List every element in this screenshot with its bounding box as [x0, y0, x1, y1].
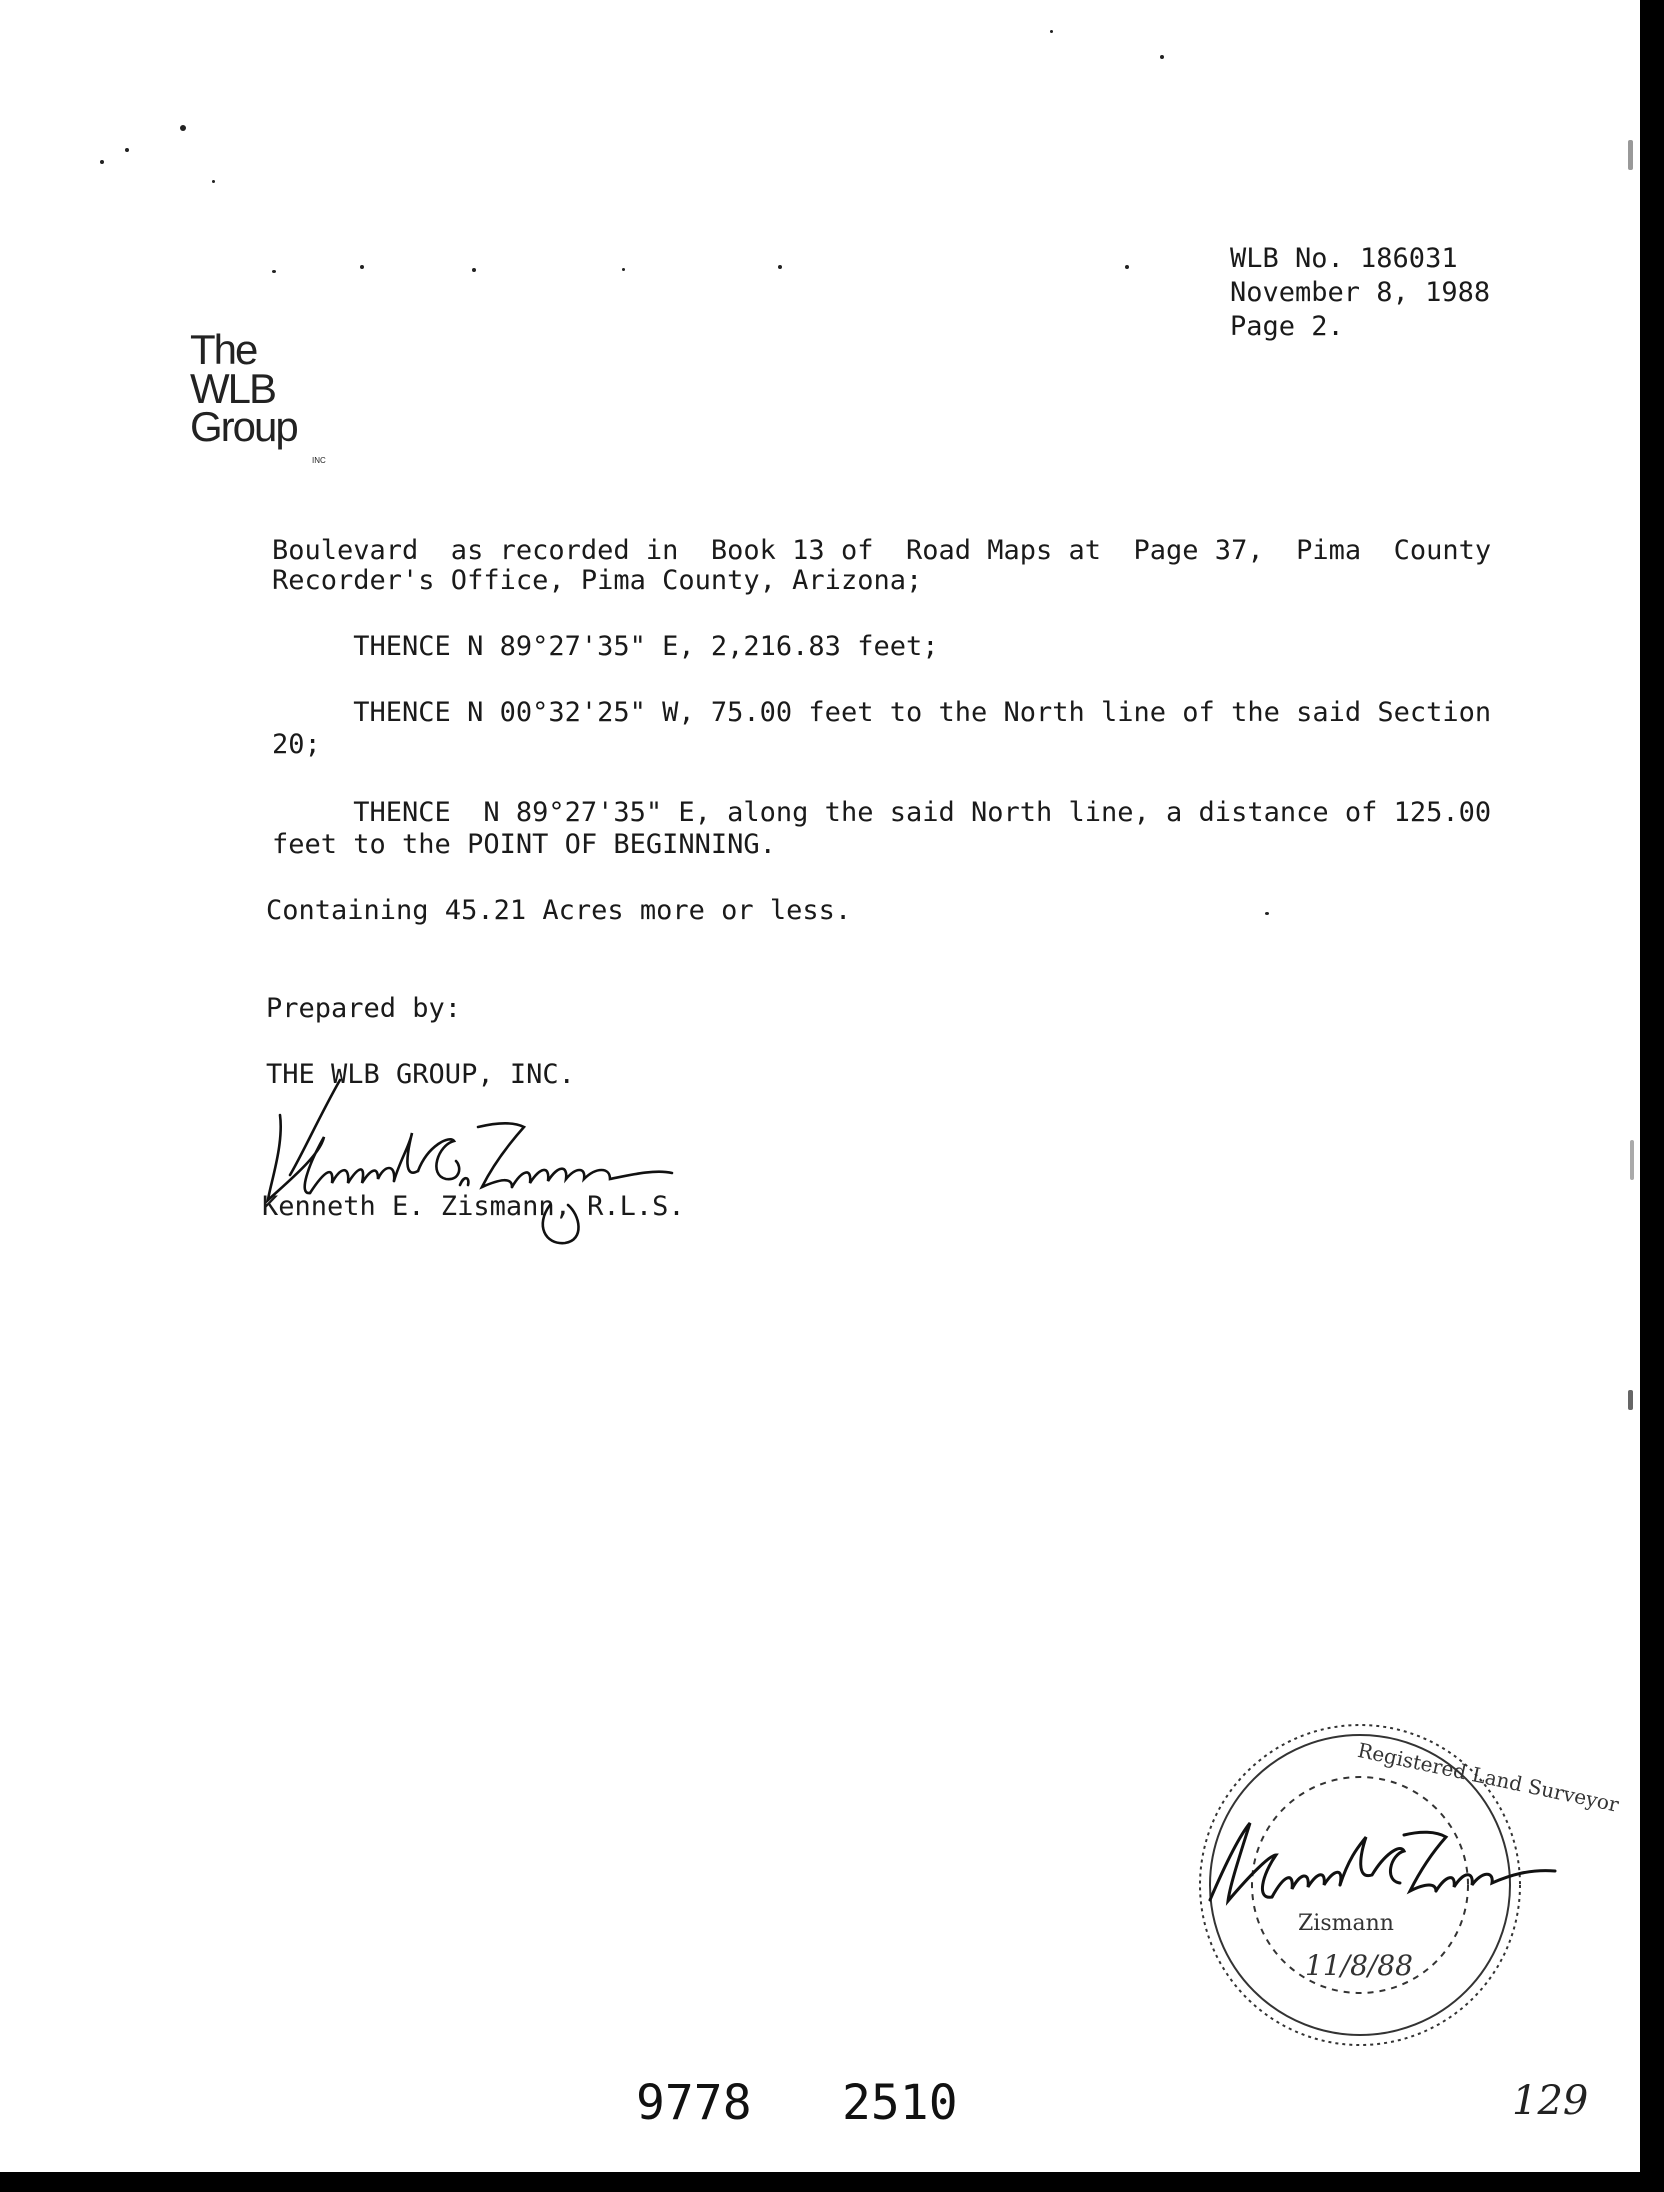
- thence-course-1: THENCE N 89°27'35" E, 2,216.83 feet;: [272, 631, 939, 662]
- prepared-by-label: Prepared by:: [266, 993, 462, 1024]
- scan-speck: [1160, 55, 1164, 59]
- document-reference: [1230, 242, 1490, 344]
- thence-course-2-line-2: 20;: [272, 729, 321, 760]
- acreage-statement: Containing 45.21 Acres more or less.: [266, 895, 852, 926]
- logo-line-wlb: WLB: [190, 365, 276, 412]
- seal-name: Zismann: [1298, 1911, 1394, 1936]
- document-date: November 8, 1988: [1230, 277, 1491, 308]
- scan-speck: [1628, 140, 1633, 170]
- logo-inc: INC: [312, 456, 326, 465]
- thence-course-2-line-1: THENCE N 00°32'25" W, 75.00 feet to the North line of the said Section: [272, 697, 1492, 728]
- scan-speck: [1050, 30, 1053, 33]
- wlb-number: WLB No. 186031: [1230, 243, 1458, 274]
- handwritten-page-mark: 129: [1512, 2078, 1589, 2124]
- logo-line-the: The: [190, 326, 257, 373]
- scan-speck: [125, 148, 129, 152]
- scan-speck: [1125, 265, 1129, 269]
- seal-date: 11/8/88: [1305, 1949, 1413, 1982]
- scan-speck: [1630, 1140, 1634, 1180]
- scan-speck: [1628, 1390, 1633, 1410]
- signer-name: Kenneth E. Zismann, R.L.S.: [262, 1191, 685, 1222]
- scan-speck: [100, 160, 104, 164]
- paragraph-1-line-2: Recorder's Office, Pima County, Arizona;: [272, 565, 923, 596]
- thence-course-3-line-2: feet to the POINT OF BEGINNING.: [272, 829, 776, 860]
- scan-border-bottom: [0, 2172, 1664, 2192]
- company-name: THE WLB GROUP, INC.: [266, 1059, 575, 1090]
- logo-line-group: Group: [190, 403, 297, 450]
- surveyor-seal: [1180, 1705, 1621, 2065]
- document-number-a: 9778: [636, 2075, 752, 2131]
- scan-speck: [180, 125, 186, 131]
- signature-drawing: [250, 1075, 690, 1265]
- scan-speck: [472, 268, 476, 272]
- company-logo: [190, 326, 326, 465]
- scan-speck: [1265, 912, 1269, 915]
- scan-speck: [360, 265, 364, 269]
- scan-speck: [272, 270, 276, 273]
- scan-speck: [622, 268, 625, 271]
- thence-course-3-line-1: THENCE N 89°27'35" E, along the said North line, a distance of 125.00: [272, 797, 1492, 828]
- document-number-b: 2510: [842, 2075, 958, 2131]
- scan-speck: [212, 180, 215, 183]
- seal-top-text: Registered Land Surveyor: [1355, 1737, 1621, 1817]
- page-number: Page 2.: [1230, 311, 1344, 342]
- paragraph-1-line-1: Boulevard as recorded in Book 13 of Road Maps at Page 37, Pima County: [272, 535, 1492, 566]
- scan-border-right: [1640, 0, 1664, 2192]
- scan-speck: [778, 265, 782, 269]
